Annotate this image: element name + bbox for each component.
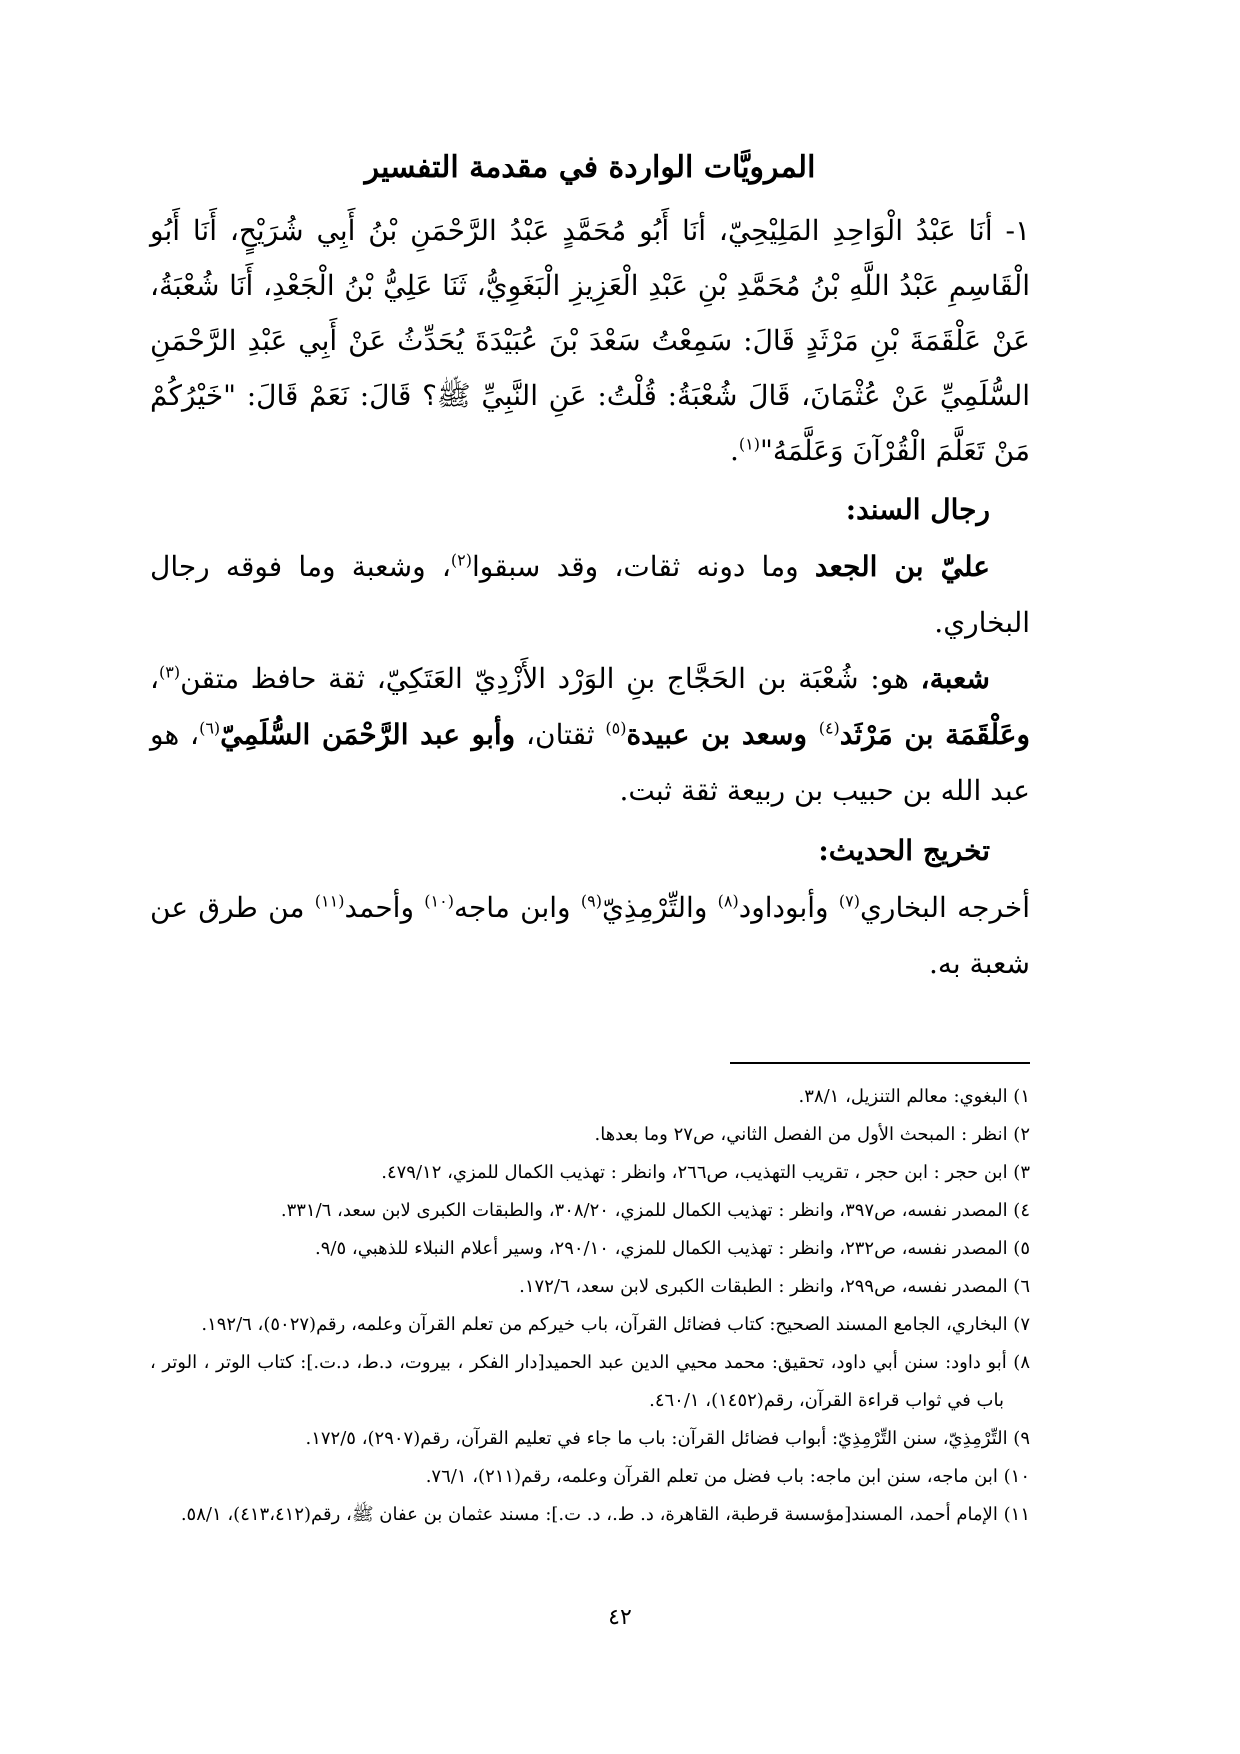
footnote-item: ٥) المصدر نفسه، ص٢٣٢، وانظر : تهذيب الكمال للمزي، ٢٩٠/١٠، وسير أعلام النبلاء للذهبي، ٩/٥. (315, 1238, 1030, 1259)
hadith-text (150, 203, 1030, 478)
narrator-name: وسعد بن عبيدة (626, 718, 819, 751)
footnote-item: ١١) الإمام أحمد، المسند[مؤسسة قرطبة، القاهرة، د. ط.، د. ت.]: مسند عثمان بن عفان ﷺ، رقم(٤١٣،٤١٢)، ٥٨/١. (180, 1504, 1030, 1525)
sanad-heading: رجال السند: (845, 493, 990, 526)
footnote-item: ١) البغوي: معالم التنزيل، ٣٨/١. (798, 1086, 1030, 1107)
footnote-ref: (٥) (605, 718, 627, 738)
footnote-ref: (٧) (838, 891, 860, 911)
footnote-ref: (٨) (717, 891, 739, 911)
footnote-item: ٦) المصدر نفسه، ص٢٩٩، وانظر : الطبقات الكبرى لابن سعد، ١٧٢/٦. (519, 1276, 1030, 1297)
takhrij-paragraph: أخرجه البخاري$^{(٧)}$ وأبوداود$^{(٨)}$ والتِّرْمِذِيّ$^{(٩)}$ وابن ماجه$^{(١٠)}$ وأحمد$^{(١١)}$ من طرق عن شعبة به. (150, 891, 1030, 980)
footnote-ref: (١١) (314, 891, 345, 911)
footnote-item: ٧) البخاري، الجامع المسند الصحيح: كتاب فضائل القرآن، باب خيركم من تعلم القرآن وعلمه، رقم(٥٠٢٧)، ١٩٢/٦. (201, 1314, 1030, 1335)
footnote-item: ٩) التِّرْمِذِيّ، سنن التِّرْمِذِيّ: أبواب فضائل القرآن: باب ما جاء في تعليم القرآن، رقم(٢٩٠٧)، ١٧٢/٥. (305, 1428, 1030, 1449)
footnote-item: ٨) أبو داود: سنن أبي داود، تحقيق: محمد محيي الدين عبد الحميد[دار الفكر ، بيروت، د.ط، د.ت.]: كتاب الوتر ، الوتر ، باب في ثواب قراءة القرآن، رقم(١٤٥٢)، ٤٦٠/١. (150, 1352, 1030, 1411)
takhrij-heading: تخريج الحديث: (818, 834, 990, 867)
hadith-body: أنَا عَبْدُ الْوَاحِدِ المَلِيْحِيّ، أنَا أَبُو مُحَمَّدٍ عَبْدُ الرَّحْمَنِ بْنُ أَبِي شُرَيْحٍ، أَنَا أَبُو الْقَاسِمِ عَبْدُ اللَّهِ بْنُ مُحَمَّدِ بْنِ عَبْدِ الْعَزِيزِ الْبَغَوِيُّ، ثَنَا عَلِيُّ بْنُ الْجَعْدِ، أَنَا شُعْبَةُ، عَنْ عَلْقَمَةَ بْنِ مَرْثَدٍ قَالَ: سَمِعْتُ سَعْدَ بْنَ عُبَيْدَةَ يُحَدِّثُ عَنْ أَبِي عَبْدِ الرَّحْمَنِ السُّلَمِيِّ عَنْ عُثْمَانَ، قَالَ شُعْبَةُ: قُلْتُ: عَنِ النَّبِيِّ ﷺ؟ قَالَ: نَعَمْ قَالَ: "خَيْرُكُمْ مَنْ تَعَلَّمَ الْقُرْآنَ وَعَلَّمَهُ" (150, 214, 1030, 467)
footnote-ref: (١٠) (424, 891, 454, 911)
sanad-paragraph-2: شعبة، هو: شُعْبَة بن الحَجَّاج بنِ الوَرْد الأَزْدِيّ العَتَكِيّ، ثقة حافظ متقن$^{(٣)}$، وعَلْقَمَة بن مَرْثَد$^{(٤)}$ وسعد بن عبيدة$^{(٥)}$ ثقتان، وأبو عبد الرَّحْمَن السُّلَمِيّ$^{(٦)}$، هو عبد الله بن حبيب بن ربيعة ثقة ثبت. (150, 662, 1030, 807)
footnote-item: ٤) المصدر نفسه، ص٣٩٧، وانظر : تهذيب الكمال للمزي، ٣٠٨/٢٠، والطبقات الكبرى لابن سعد، ٣٣١/٦. (280, 1200, 1030, 1221)
footnotes (150, 1078, 1030, 1534)
footnote-item: ٢) انظر : المبحث الأول من الفصل الثاني، ص٢٧ وما بعدها. (594, 1124, 1030, 1145)
footnote-item: ٣) ابن حجر : ابن حجر ، تقريب التهذيب، ص٢٦٦، وانظر : تهذيب الكمال للمزي، ٤٧٩/١٢. (381, 1162, 1030, 1183)
narrator-name: وعَلْقَمَة بن مَرْثَد (839, 718, 1030, 751)
footnote-separator (730, 1062, 1030, 1064)
footnote-ref: (٤) (818, 718, 840, 738)
narrator-name: شعبة، (920, 662, 990, 695)
page-title: المرويَّات الواردة في مقدمة التفسير (364, 150, 816, 185)
footnote-ref: (١) (738, 434, 760, 454)
footnote-ref: (٣) (159, 662, 181, 682)
footnote-ref: (٢) (450, 550, 473, 570)
narrator-name: وأبو عبد الرَّحْمَن السُّلَمِيّ (220, 718, 516, 751)
page-number: ٤٢ (608, 1605, 632, 1630)
hadith-number: ١- (1005, 214, 1030, 247)
footnote-ref: (٦) (199, 718, 221, 738)
sanad-paragraph-1: عليّ بن الجعد وما دونه ثقات، وقد سبقوا$^{(٢)}$، وشعبة وما فوقه رجال البخاري. (150, 550, 1030, 639)
footnote-item: ١٠) ابن ماجه، سنن ابن ماجه: باب فضل من تعلم القرآن وعلمه، رقم(٢١١)، ٧٦/١. (425, 1466, 1030, 1487)
narrator-name: عليّ بن الجعد (814, 550, 990, 583)
footnote-ref: (٩) (580, 891, 602, 911)
hadith-end: . (729, 434, 739, 467)
document-page (150, 150, 1030, 1534)
